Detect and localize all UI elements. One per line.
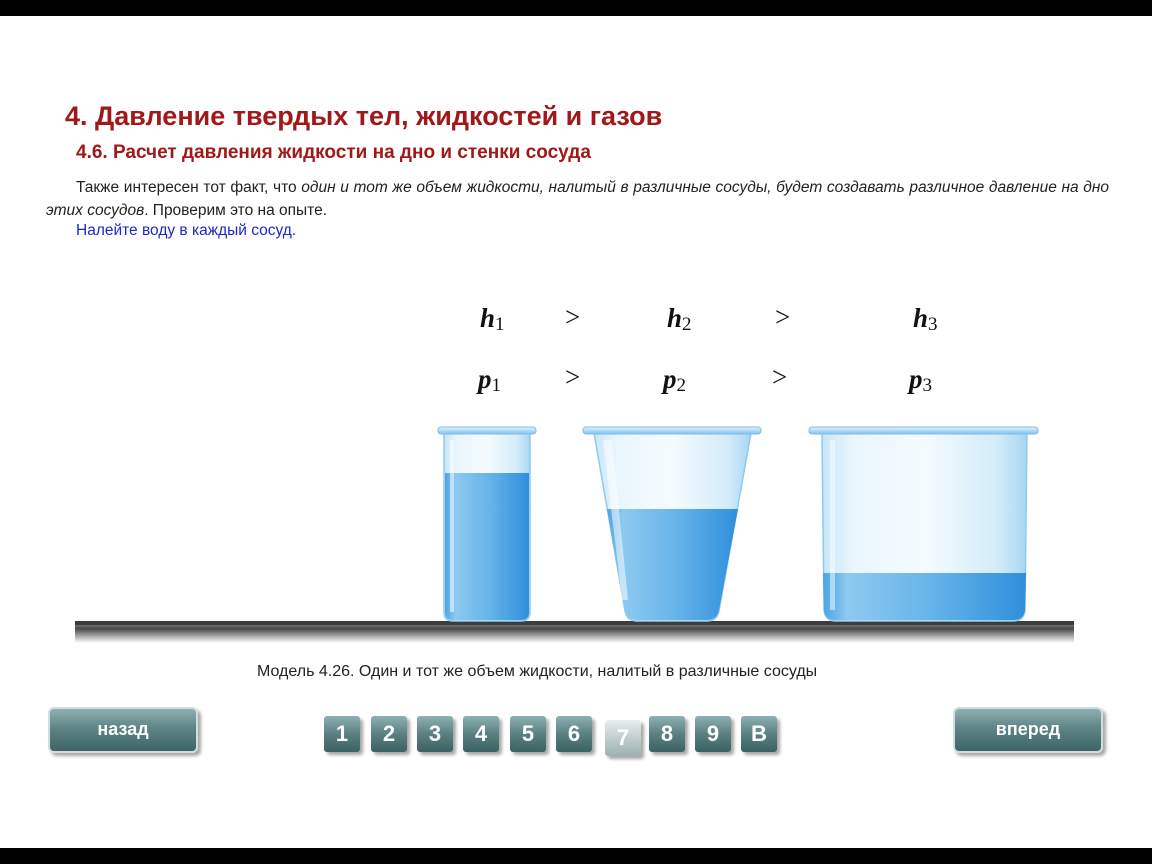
paragraph-text-end: . Проверим это на опыте.	[144, 202, 328, 219]
page-button-7-active[interactable]: 7	[605, 720, 641, 756]
page-button-5[interactable]: 5	[510, 716, 546, 752]
greater-than-sign: >	[775, 302, 791, 332]
page-button-v[interactable]: В	[741, 716, 777, 752]
symbol-p3: $p_3$	[909, 364, 932, 396]
vessel-1-narrow	[438, 427, 536, 621]
page-button-6[interactable]: 6	[556, 716, 592, 752]
instruction-text: Налейте воду в каждый сосуд.	[76, 222, 297, 239]
paragraph-text-start: Также интересен тот факт, что	[76, 179, 302, 196]
page-button-2[interactable]: 2	[371, 716, 407, 752]
page-button-4[interactable]: 4	[463, 716, 499, 752]
greater-than-sign: >	[772, 362, 788, 392]
page-button-8[interactable]: 8	[649, 716, 685, 752]
vessel-3-wide	[809, 427, 1038, 621]
page-button-1[interactable]: 1	[324, 716, 360, 752]
greater-than-sign: >	[565, 362, 581, 392]
section-subtitle: 4.6. Расчет давления жидкости на дно и стенки сосуда	[76, 142, 591, 163]
paragraph-italic-text: один и тот же объем жидкости, налитый в различные сосуды, будет создавать различное давление на дно этих сосудов	[46, 179, 1109, 219]
symbol-h3: $h_3$	[913, 303, 938, 335]
page-button-3[interactable]: 3	[417, 716, 453, 752]
water-2	[607, 509, 738, 620]
greater-than-sign: >	[565, 302, 581, 332]
forward-button[interactable]: вперед	[953, 707, 1103, 753]
page-button-9[interactable]: 9	[695, 716, 731, 752]
symbol-p1: $p_1$	[478, 364, 501, 396]
bottom-black-bar	[0, 848, 1152, 864]
symbol-h1: $h_1$	[480, 303, 505, 335]
symbol-p2: $p_2$	[663, 364, 686, 396]
page-title: 4. Давление твердых тел, жидкостей и газов	[65, 101, 663, 131]
symbol-h2: $h_2$	[667, 303, 692, 335]
figure-caption: Модель 4.26. Один и тот же объем жидкости, налитый в различные сосуды	[257, 663, 818, 680]
water-3	[823, 573, 1026, 620]
vessel-2-tapered	[583, 427, 761, 621]
water-1	[445, 473, 529, 620]
back-button[interactable]: назад	[48, 707, 198, 753]
